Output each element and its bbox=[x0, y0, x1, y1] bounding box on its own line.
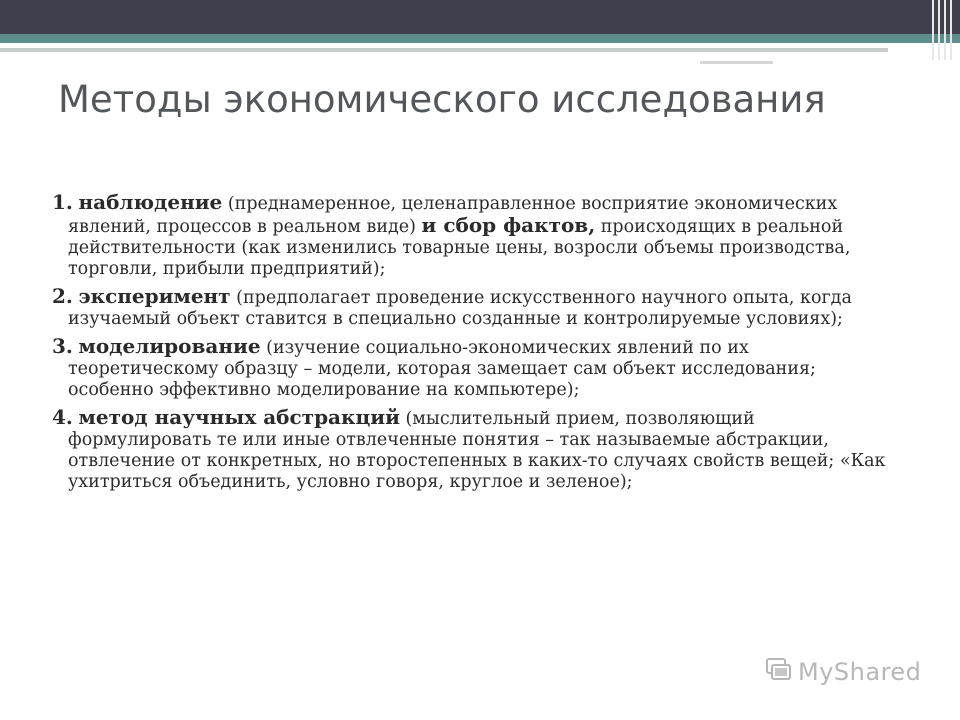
top-bar bbox=[0, 0, 960, 34]
list-item bbox=[52, 336, 902, 401]
item-number: 4. bbox=[52, 405, 73, 429]
slide-title: Методы экономического исследования bbox=[58, 78, 826, 121]
myshared-logo-icon bbox=[766, 657, 794, 687]
divider-line bbox=[0, 48, 888, 52]
divider-strip bbox=[0, 43, 960, 63]
divider-line-short bbox=[700, 61, 773, 64]
list-item bbox=[52, 192, 902, 280]
item-term-secondary: и сбор фактов, bbox=[421, 213, 596, 237]
item-text: (изучение социально-экономических явлений по их теоретическому образцу – модели, которая замещает сам объект исследования; особенно эффективно моделирование на компьютере); bbox=[68, 338, 816, 400]
item-text: (мыслительный прием, позволяющий формулировать те или иные отвлеченные понятия – так называемые абстракции, отвлечение от конкретных, но второстепенных в каких-то случаях свойств вещей; «Как ухитриться объединить, условно говоря, круглое и зеленое); bbox=[68, 409, 886, 492]
item-text: (преднамеренное, целенаправленное восприятие экономических явлений, процессов в реальном виде) bbox=[68, 194, 838, 237]
methods-list bbox=[52, 192, 902, 495]
item-term: эксперимент bbox=[78, 284, 231, 308]
decorative-lines bbox=[928, 0, 960, 60]
item-text: происходящих в реальной действительности (как изменились товарные цены, возросли объемы производства, торговли, прибыли предприятий); bbox=[68, 217, 851, 279]
item-term: наблюдение bbox=[78, 190, 223, 214]
item-text: (предполагает проведение искусственного научного опыта, когда изучаемый объект ставится в специально созданные и контролируемые условиях); bbox=[68, 288, 852, 329]
item-number: 1. bbox=[52, 190, 73, 214]
item-number: 2. bbox=[52, 284, 73, 308]
list-item bbox=[52, 407, 902, 493]
watermark-text: MyShared bbox=[798, 658, 922, 686]
list-item bbox=[52, 286, 902, 330]
watermark bbox=[766, 655, 936, 689]
item-term: метод научных абстракций bbox=[78, 405, 400, 429]
item-term: моделирование bbox=[78, 334, 261, 358]
accent-band bbox=[0, 34, 960, 43]
item-number: 3. bbox=[52, 334, 73, 358]
